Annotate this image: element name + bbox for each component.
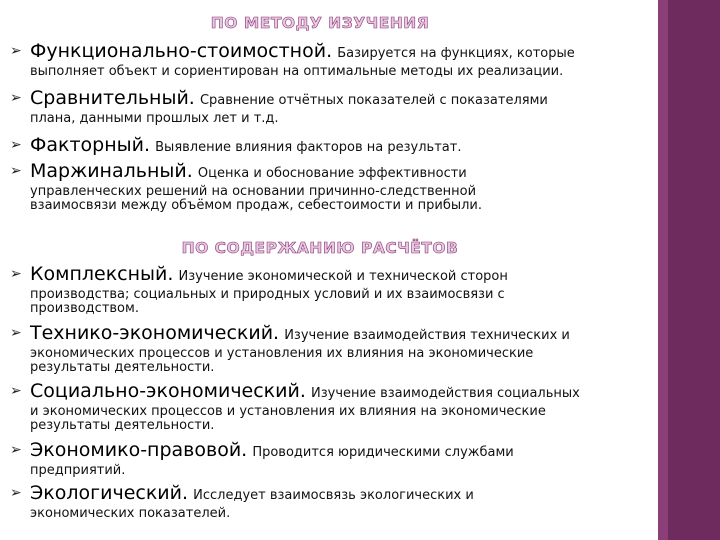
section-heading-method: ПО МЕТОДУ ИЗУЧЕНИЯ: [210, 14, 430, 32]
section-heading-content: ПО СОДЕРЖАНИЮ РАСЧЁТОВ: [181, 239, 459, 257]
item-term: Социально-экономический.: [30, 380, 306, 402]
arrow-bullet-icon: ➢: [10, 485, 22, 501]
arrow-bullet-icon: ➢: [10, 442, 22, 458]
item-description: Изучение взаимодействия социальных: [310, 386, 580, 401]
list-item: [10, 87, 650, 126]
item-term: Функционально-стоимостной.: [30, 40, 333, 62]
item-continuation: предприятий.: [30, 463, 126, 478]
item-description: Исследует взаимосвязь экологических и: [193, 488, 474, 503]
arrow-bullet-icon: ➢: [10, 383, 22, 399]
item-term: Экологический.: [30, 482, 189, 504]
sidebar-decor-bar: [668, 0, 720, 540]
item-term: Экономико-правовой.: [30, 439, 248, 461]
list-item: [10, 322, 650, 375]
item-continuation: экономических процессов и установления их влияния на экономические: [30, 346, 534, 361]
item-continuation: плана, данными прошлых лет и т.д.: [30, 111, 279, 126]
item-continuation: и экономических процессов и установления их влияния на экономические: [30, 404, 546, 419]
arrow-bullet-icon: ➢: [10, 163, 22, 179]
arrow-bullet-icon: ➢: [10, 325, 22, 341]
item-term: Сравнительный.: [30, 87, 195, 109]
item-description: Проводится юридическими службами: [252, 445, 514, 460]
item-term: Факторный.: [30, 134, 151, 156]
arrow-bullet-icon: ➢: [10, 137, 22, 153]
item-description: Выявление влияния факторов на результат.: [155, 140, 462, 155]
item-description: Оценка и обоснование эффективности: [197, 166, 467, 181]
list-item: [10, 134, 650, 159]
list-item: [10, 160, 650, 213]
list-item: [10, 439, 650, 478]
item-description: Изучение экономической и технической сторон: [178, 269, 508, 284]
item-term: Комплексный.: [30, 263, 174, 285]
item-description: Изучение взаимодействия технических и: [284, 328, 570, 343]
item-continuation: результаты деятельности.: [30, 360, 215, 375]
item-continuation: экономических показателей.: [30, 506, 231, 521]
arrow-bullet-icon: ➢: [10, 266, 22, 282]
item-continuation: управленческих решений на основании причинно-следственной: [30, 184, 477, 199]
item-continuation: производства; социальных и природных условий и их взаимосвязи с: [30, 287, 505, 302]
list-item: [10, 482, 650, 521]
item-continuation: взаимосвязи между объёмом продаж, себестоимости и прибыли.: [30, 198, 482, 213]
list-item: [10, 380, 650, 433]
sidebar-accent-stripe: [658, 0, 668, 540]
item-continuation: производством.: [30, 301, 139, 316]
list-item: [10, 40, 650, 79]
arrow-bullet-icon: ➢: [10, 90, 22, 106]
item-term: Маржинальный.: [30, 160, 193, 182]
arrow-bullet-icon: ➢: [10, 43, 22, 59]
item-continuation: выполняет объект и сориентирован на оптимальные методы их реализации.: [30, 64, 564, 79]
item-term: Технико-экономический.: [30, 322, 280, 344]
item-description: Базируется на функциях, которые: [337, 46, 575, 61]
item-continuation: результаты деятельности.: [30, 418, 215, 433]
item-description: Сравнение отчётных показателей с показателями: [199, 93, 548, 108]
list-item: [10, 263, 650, 316]
